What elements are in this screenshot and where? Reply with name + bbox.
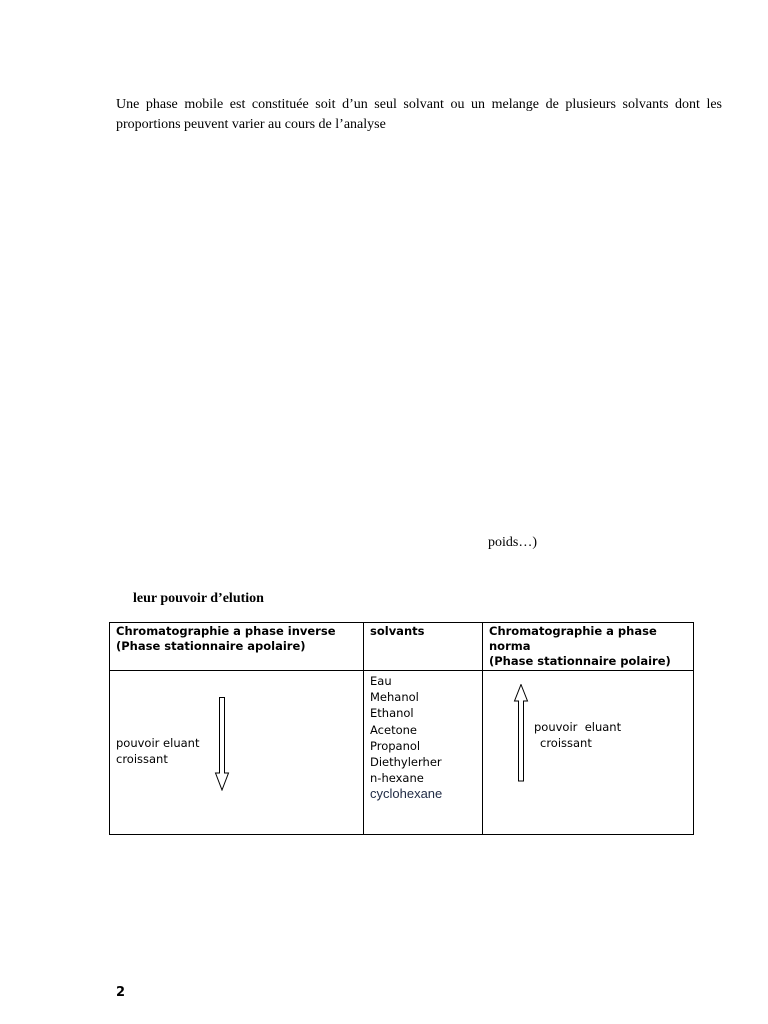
solvent-item: Eau [370, 674, 392, 688]
header-normal-phase [483, 623, 694, 671]
normal-phase-label-line1: pouvoir eluant [534, 720, 622, 734]
solvent-item: Mehanol [370, 690, 419, 705]
table-header-row [110, 623, 694, 671]
header-normal-phase-subtitle: (Phase stationnaire polaire) [489, 654, 671, 668]
reverse-phase-label-line1: pouvoir eluant [116, 736, 200, 750]
solvent-item: n-hexane [370, 771, 424, 786]
header-solvents-title: solvants [370, 624, 425, 638]
reverse-phase-label [116, 735, 199, 767]
reverse-phase-label-line2: croissant [116, 752, 168, 766]
arrow-down-icon [214, 697, 230, 791]
elution-table [109, 622, 694, 835]
header-normal-phase-title: Chromatographie a phase norma [489, 624, 657, 653]
header-reverse-phase-subtitle: (Phase stationnaire apolaire) [116, 639, 306, 653]
solvent-item: Propanol [370, 738, 421, 753]
normal-phase-label-line2: croissant [540, 736, 592, 750]
intro-paragraph: Une phase mobile est constituée soit d’un seul solvant ou un melange de plusieurs solvants dont les proportions peuvent varier au cours de l’analyse [116, 97, 722, 132]
solvent-item: Diethylerher [370, 755, 442, 770]
normal-phase-cell [483, 671, 694, 835]
solvent-list [370, 673, 442, 803]
solvent-item: Ethanol [370, 706, 414, 721]
text-fragment: poids…) [488, 535, 537, 550]
solvent-item: Acetone [370, 722, 417, 737]
table-body-row [110, 671, 694, 835]
reverse-phase-cell [110, 671, 364, 835]
header-solvents [364, 623, 483, 671]
solvents-cell [364, 671, 483, 835]
page-number: 2 [116, 985, 126, 1000]
solvent-item: cyclohexane [370, 786, 443, 802]
header-reverse-phase-title: Chromatographie a phase inverse [116, 624, 336, 638]
header-reverse-phase [110, 623, 364, 671]
normal-phase-label [534, 719, 621, 751]
section-heading: leur pouvoir d’elution [133, 591, 264, 606]
arrow-up-icon [513, 684, 529, 782]
